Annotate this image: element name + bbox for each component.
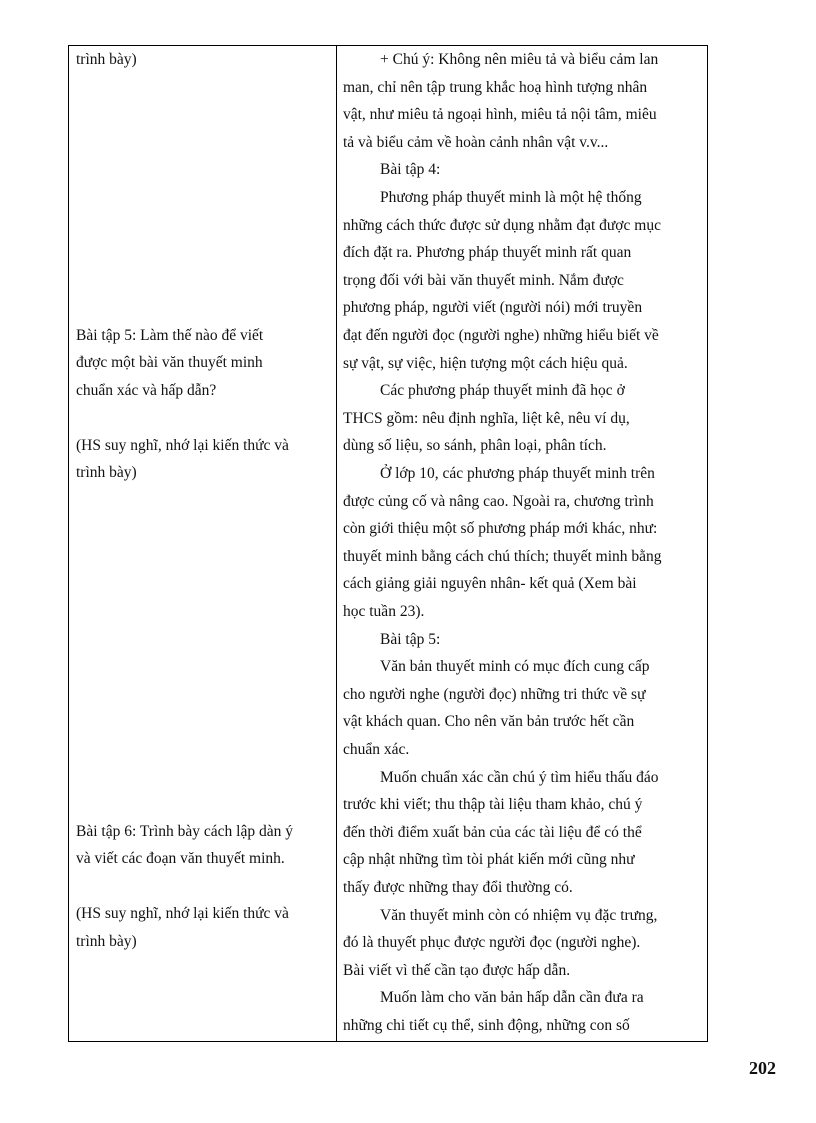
- left-text-line: được một bài văn thuyết minh: [76, 354, 263, 371]
- right-text-line: thấy được những thay đổi thường có.: [343, 879, 573, 896]
- right-text-line: được củng cố và nâng cao. Ngoài ra, chương trình: [343, 492, 654, 510]
- left-text-line: trình bày): [76, 933, 137, 950]
- right-text-line: đến thời điểm xuất bản của các tài liệu để có thể: [343, 823, 642, 841]
- right-text-line: Văn thuyết minh còn có nhiệm vụ đặc trưng,: [380, 906, 658, 924]
- right-column: [337, 46, 707, 1041]
- left-text-line: chuẩn xác và hấp dẫn?: [76, 382, 217, 399]
- left-text-line: Bài tập 5: Làm thế nào để viết: [76, 327, 264, 344]
- right-text-line: Bài tập 5:: [380, 630, 441, 648]
- right-text-line: Muốn làm cho văn bản hấp dẫn cần đưa ra: [380, 989, 644, 1007]
- right-text-line: trọng đối với bài văn thuyết minh. Nắm được: [343, 271, 624, 289]
- right-text-line: cho người nghe (người đọc) những tri thức về sự: [343, 685, 646, 703]
- left-text-line: Bài tập 6: Trình bày cách lập dàn ý: [76, 823, 293, 840]
- left-text-line: trình bày): [76, 464, 137, 481]
- left-text-line: (HS suy nghĩ, nhớ lại kiến thức và: [76, 905, 289, 922]
- right-text-line: phương pháp, người viết (người nói) mới truyền: [343, 299, 643, 317]
- right-text-line: Ở lớp 10, các phương pháp thuyết minh trên: [380, 465, 655, 482]
- right-text-line: sự vật, sự việc, hiện tượng một cách hiệu quả.: [343, 354, 628, 372]
- right-text-line: Các phương pháp thuyết minh đã học ở: [380, 382, 625, 400]
- right-text-line: cách giảng giải nguyên nhân- kết quả (Xem bài: [343, 575, 637, 593]
- left-text-line: trình bày): [76, 51, 137, 68]
- right-text-line: trước khi viết; thu thập tài liệu tham khảo, chú ý: [343, 796, 643, 814]
- right-text-line: Văn bản thuyết minh có mục đích cung cấp: [380, 658, 650, 676]
- right-text-line: đó là thuyết phục được người đọc (người nghe).: [343, 934, 641, 952]
- right-text-line: Muốn chuẩn xác cần chú ý tìm hiểu thấu đáo: [380, 768, 659, 786]
- right-text-line: Phương pháp thuyết minh là một hệ thống: [380, 189, 642, 206]
- left-column: [69, 46, 337, 1041]
- right-text-line: những cách thức được sử dụng nhằm đạt được mục: [343, 216, 661, 234]
- right-text-line: những chi tiết cụ thể, sinh động, những con số: [343, 1017, 630, 1034]
- right-text-line: dùng số liệu, so sánh, phân loại, phân tích.: [343, 437, 607, 455]
- right-text-line: THCS gồm: nêu định nghĩa, liệt kê, nêu ví dụ,: [343, 409, 630, 427]
- right-text-line: + Chú ý: Không nên miêu tả và biểu cảm lan: [380, 51, 659, 68]
- left-text-line: và viết các đoạn văn thuyết minh.: [76, 850, 285, 867]
- right-text-line: Bài tập 4:: [380, 161, 441, 179]
- right-text-line: cập nhật những tìm tòi phát kiến mới cũng như: [343, 851, 635, 869]
- right-text-line: còn giới thiệu một số phương pháp mới khác, như:: [343, 520, 658, 538]
- right-text-line: man, chỉ nên tập trung khắc hoạ hình tượng nhân: [343, 78, 648, 96]
- page-number: 202: [749, 1058, 776, 1078]
- right-text-line: đích đặt ra. Phương pháp thuyết minh rất quan: [343, 244, 632, 262]
- content-table: [68, 45, 708, 1042]
- right-text-line: vật, như miêu tả ngoại hình, miêu tả nội tâm, miêu: [343, 106, 657, 124]
- right-text-line: đạt đến người đọc (người nghe) những hiểu biết về: [343, 327, 659, 344]
- left-text-line: (HS suy nghĩ, nhớ lại kiến thức và: [76, 437, 289, 454]
- right-text-line: chuẩn xác.: [343, 741, 410, 758]
- right-text-line: thuyết minh bằng cách chú thích; thuyết minh bằng: [343, 547, 662, 565]
- right-text-line: vật khách quan. Cho nên văn bản trước hết cần: [343, 713, 635, 731]
- right-text-line: tả và biểu cảm về hoàn cảnh nhân vật v.v...: [343, 133, 609, 151]
- right-text-line: học tuần 23).: [343, 603, 425, 620]
- right-text-line: Bài viết vì thế cần tạo được hấp dẫn.: [343, 961, 571, 979]
